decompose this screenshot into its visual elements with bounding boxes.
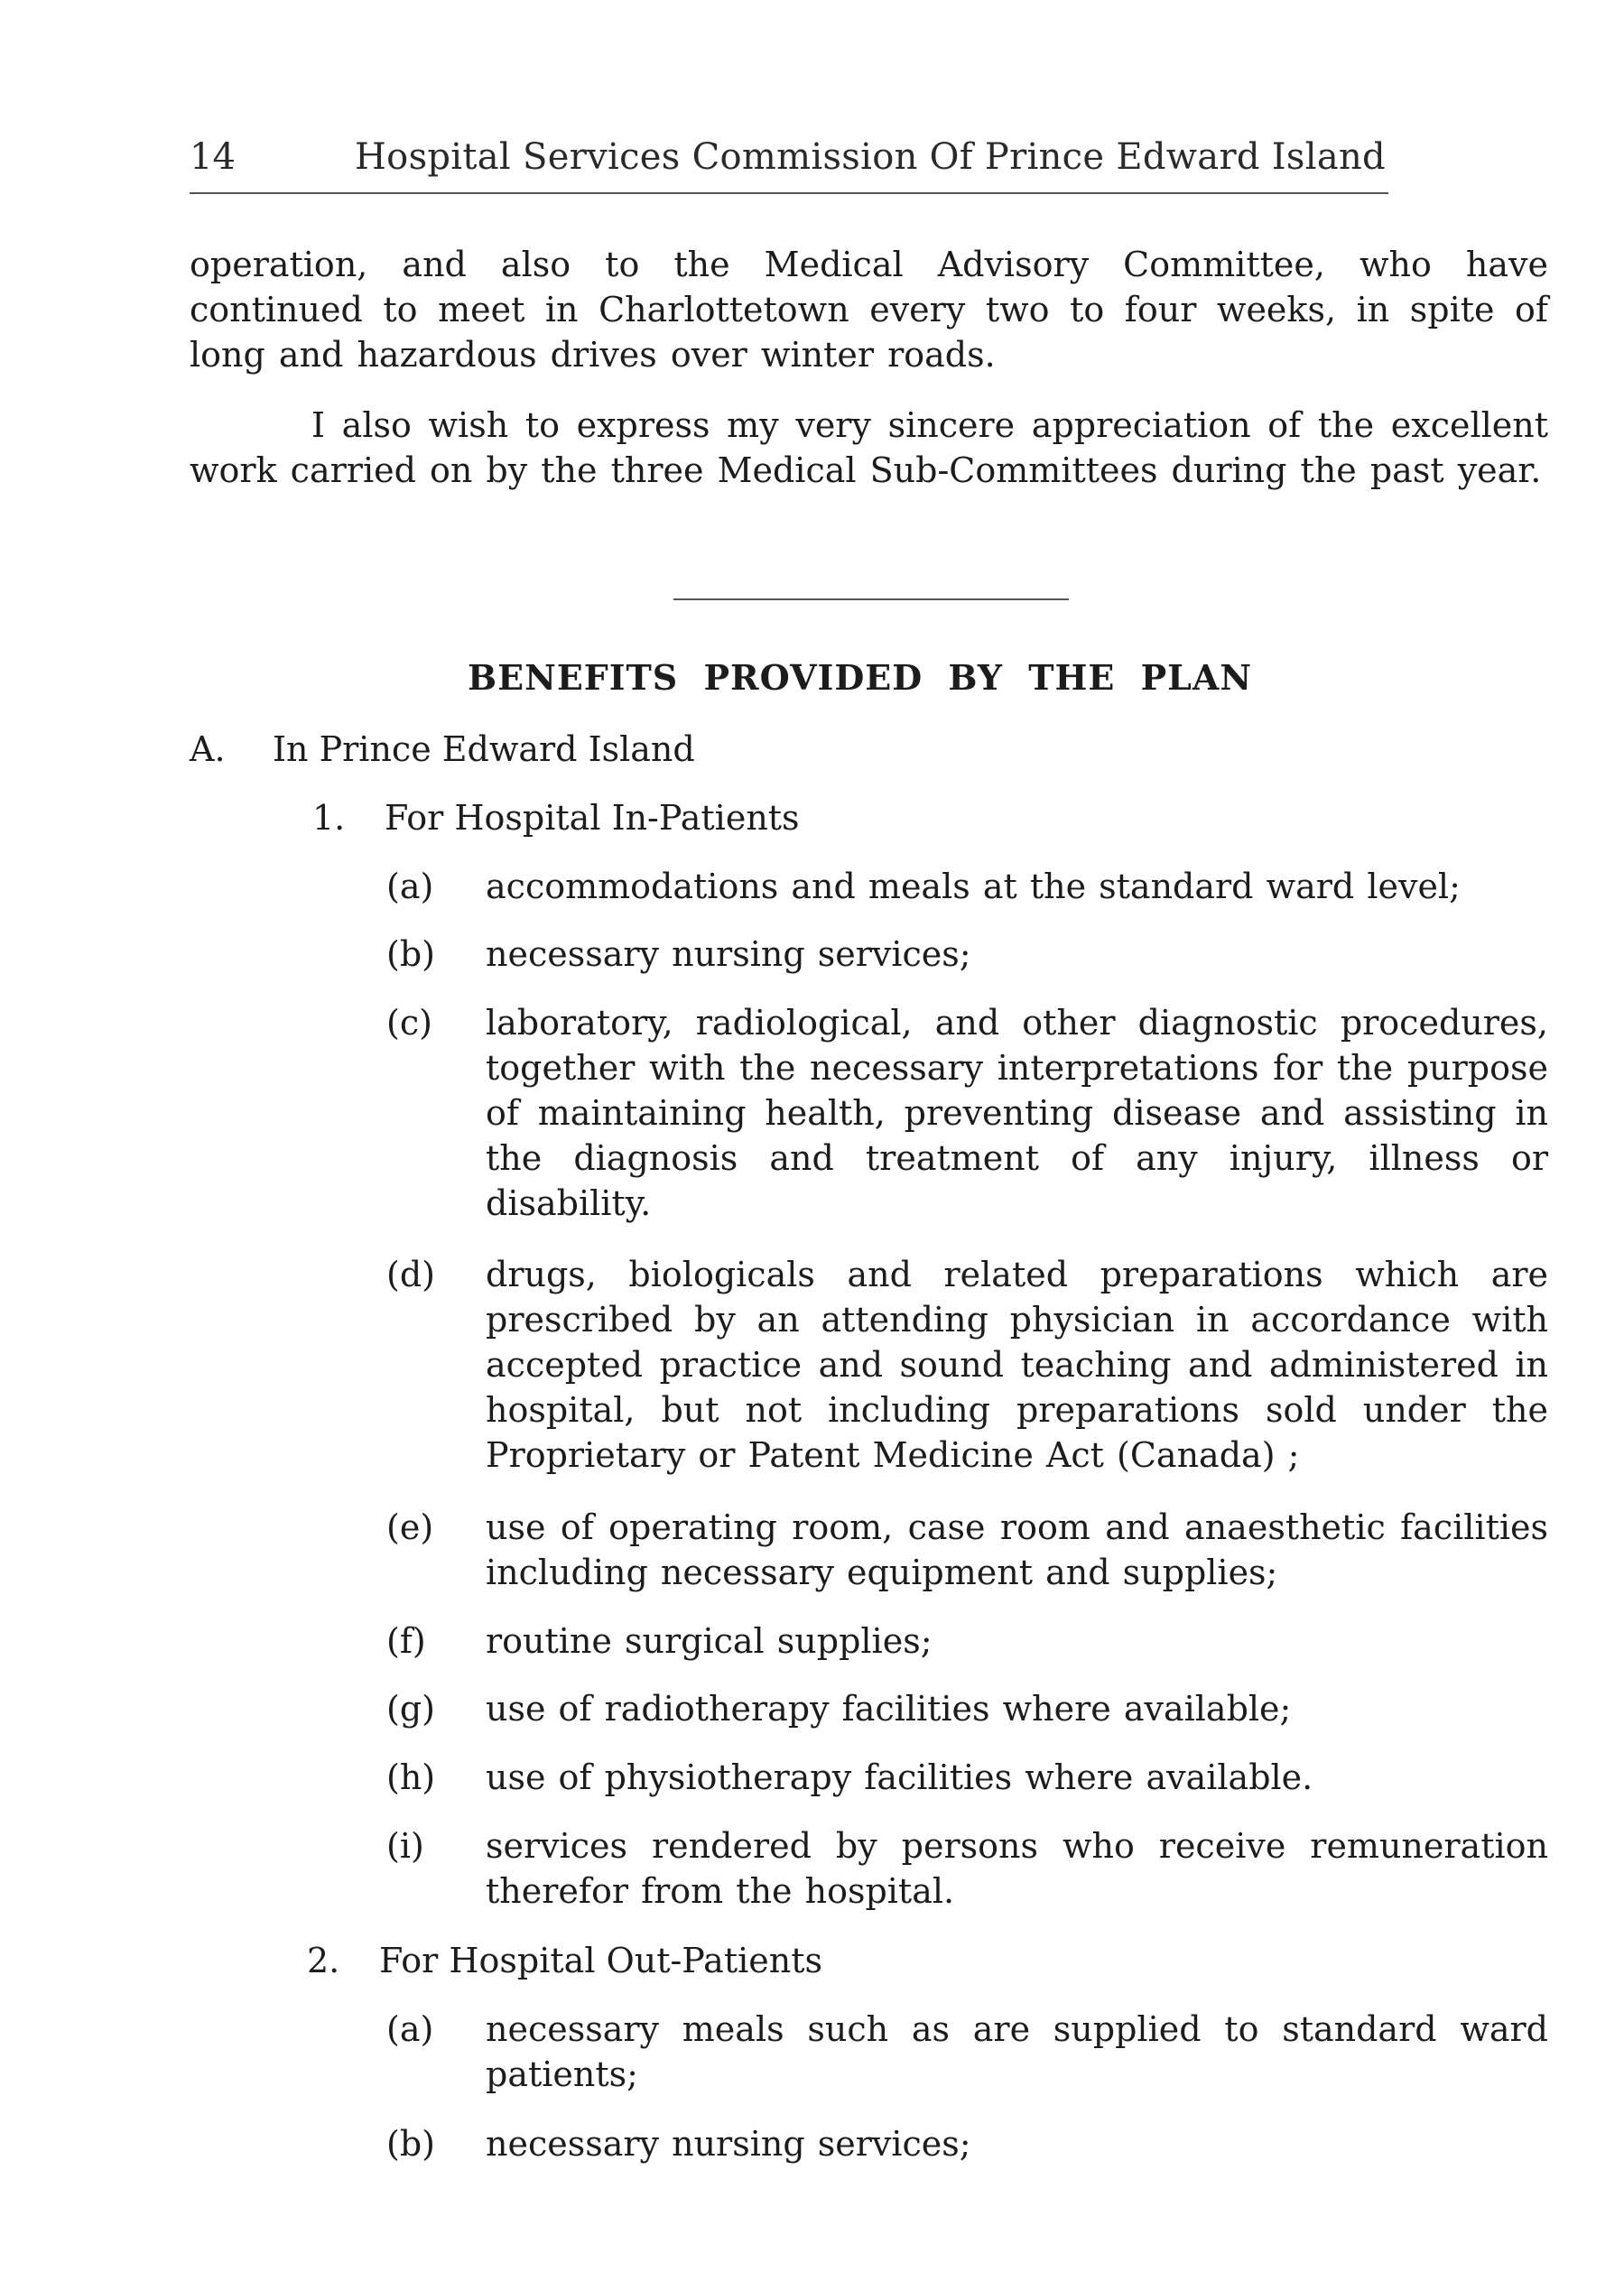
item-text: necessary nursing services; xyxy=(486,2124,971,2164)
item-text: use of physiotherapy facilities where available. xyxy=(486,1757,1313,1797)
section-divider xyxy=(673,598,1069,600)
running-title: Hospital Services Commission Of Prince Edward Island xyxy=(355,136,1386,178)
page-number: 14 xyxy=(190,136,236,178)
item-label: (b) xyxy=(386,2124,435,2164)
subsection-label: 2. xyxy=(307,1941,340,1980)
item-label: (h) xyxy=(386,1757,436,1797)
item-text: use of radiotherapy facilities where available; xyxy=(486,1689,1292,1729)
item-text: necessary nursing services; xyxy=(486,934,971,974)
section-a-title: In Prince Edward Island xyxy=(273,729,695,769)
section-a-label: A. xyxy=(190,729,226,769)
item-label: (e) xyxy=(386,1507,434,1547)
item-label: (i) xyxy=(386,1826,424,1866)
item-text: drugs, biologicals and related preparations which are prescribed by an attending physician in accordance with accepted practice and sound teaching and administered in hospital, but not including preparations sold under the Proprietary or Patent Medicine Act (Canada) ; xyxy=(486,1255,1548,1475)
item-label: (d) xyxy=(386,1255,435,1294)
paragraph-appreciation: I also wish to express my very sincere appreciation of the excellent work carried on by the three Medical Sub-Committees during the past year. xyxy=(190,405,1548,490)
subsection-label: 1. xyxy=(312,798,346,838)
paragraph-continuation: operation, and also to the Medical Advisory Committee, who have continued to meet in Charlottetown every two to four weeks, in spite of long and hazardous drives over winter roads. xyxy=(190,245,1548,375)
item-text: necessary meals such as are supplied to standard ward patients; xyxy=(486,2009,1548,2094)
item-label: (f) xyxy=(386,1621,426,1661)
subsection-title: For Hospital Out-Patients xyxy=(379,1941,822,1980)
item-label: (a) xyxy=(386,867,434,906)
item-text: routine surgical supplies; xyxy=(486,1621,933,1661)
item-text: use of operating room, case room and anaesthetic facilities including necessary equipment and supplies; xyxy=(486,1507,1548,1592)
subsection-title: For Hospital In-Patients xyxy=(385,798,800,838)
item-label: (c) xyxy=(386,1003,432,1043)
item-label: (a) xyxy=(386,2009,434,2049)
item-label: (g) xyxy=(386,1689,435,1729)
header-divider xyxy=(190,192,1388,194)
item-text: services rendered by persons who receive remuneration therefor from the hospital. xyxy=(486,1826,1548,1911)
item-text: accommodations and meals at the standard ward level; xyxy=(486,867,1461,906)
item-text: laboratory, radiological, and other diagnostic procedures, together with the necessary interpretations for the purpose of maintaining health, preventing disease and assisting in the diagnosis and treatment of any injury, illness or disability. xyxy=(486,1003,1548,1223)
section-heading: BENEFITS PROVIDED BY THE PLAN xyxy=(468,657,1253,698)
item-label: (b) xyxy=(386,934,435,974)
